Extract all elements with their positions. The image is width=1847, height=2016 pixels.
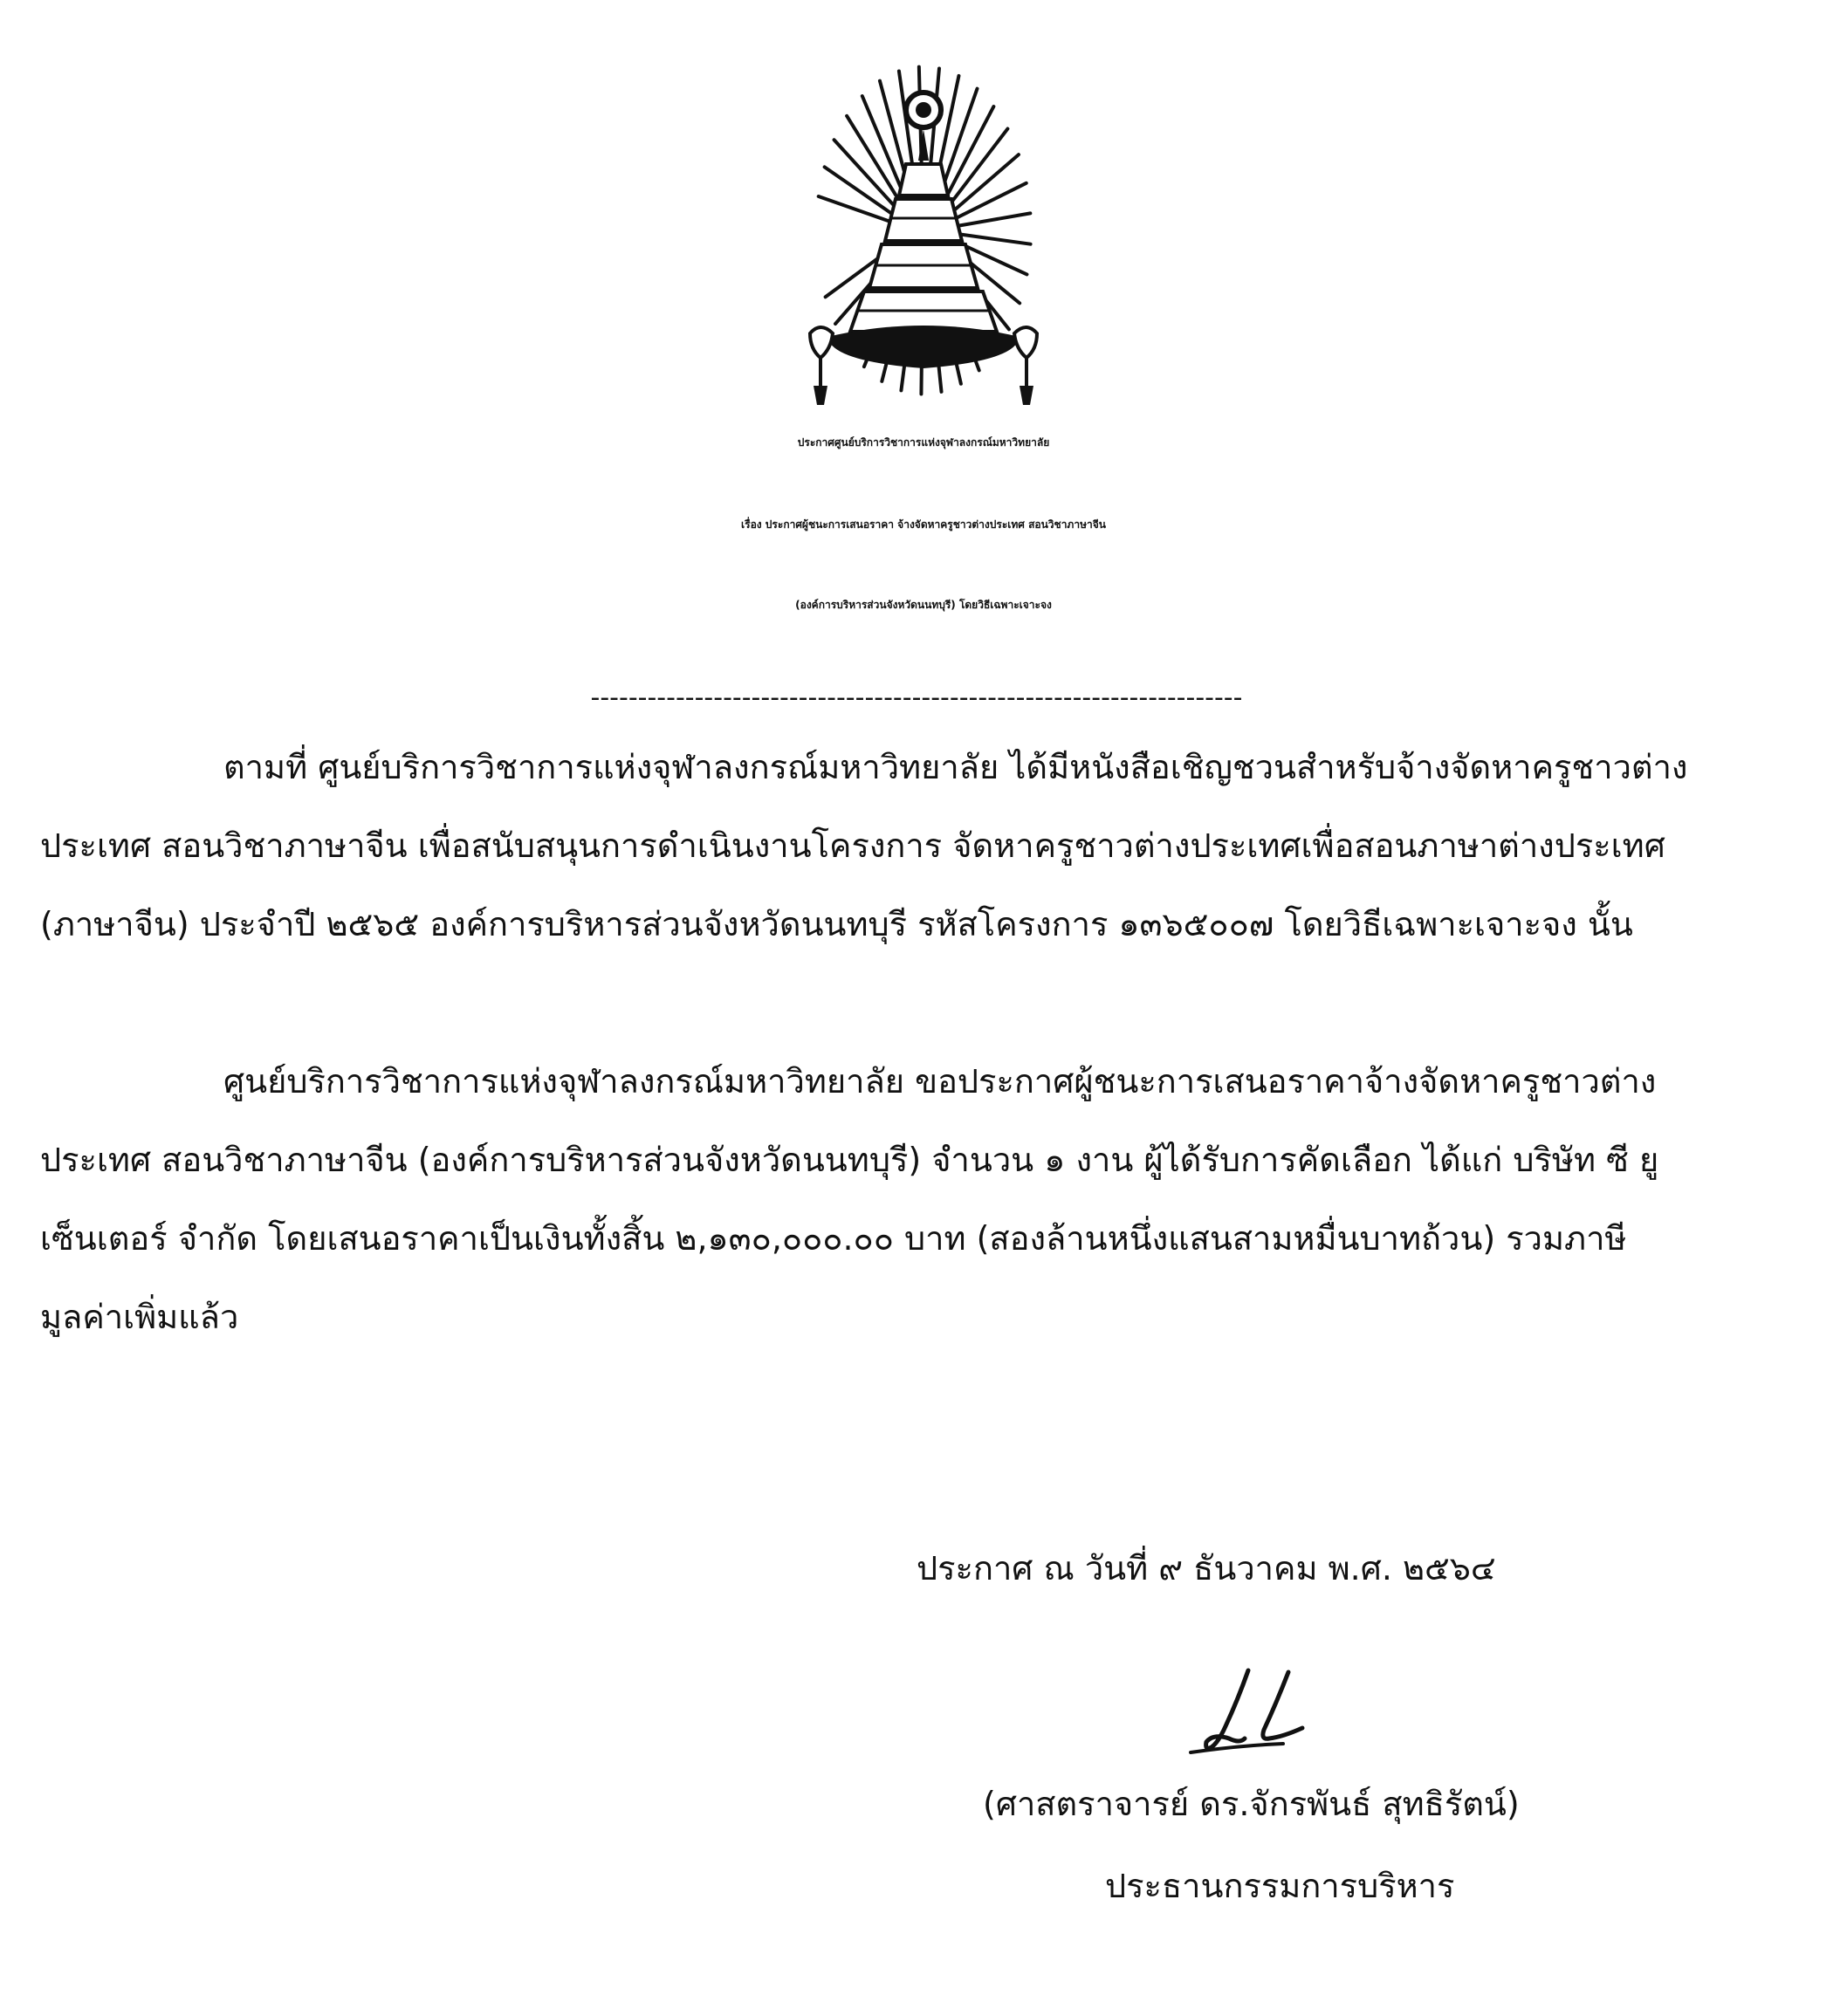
handwritten-signature-icon <box>1187 1665 1344 1761</box>
paragraph-line: ประเทศ สอนวิชาภาษาจีน เพื่อสนับสนุนการดำเนินงานโครงการ จัดหาครูชาวต่างประเทศเพื่อสอนภาษาต่างประเทศ <box>40 826 1665 865</box>
announcement-date: ประกาศ ณ วันที่ ๙ ธันวาคม พ.ศ. ๒๕๖๔ <box>917 1549 1496 1587</box>
paragraph-line: มูลค่าเพิ่มแล้ว <box>40 1298 239 1336</box>
paragraph-line: ศูนย์บริการวิชาการแห่งจุฬาลงกรณ์มหาวิทยาลัย ขอประกาศผู้ชนะการเสนอราคาจ้างจัดหาครูชาวต่าง <box>223 1062 1657 1101</box>
paragraph-line: เซ็นเตอร์ จำกัด โดยเสนอราคาเป็นเงินทั้งสิ้น ๒,๑๓๐,๐๐๐.๐๐ บาท (สองล้านหนึ่งแสนสามหมื่นบาทถ้วน) รวมภาษี <box>40 1219 1627 1258</box>
chula-phra-kiao-emblem-icon <box>801 56 1046 414</box>
paragraph-line: ประเทศ สอนวิชาภาษาจีน (องค์การบริหารส่วนจังหวัดนนทบุรี) จำนวน ๑ งาน ผู้ได้รับการคัดเลือก ได้แก่ บริษัท ซี ยู <box>40 1141 1659 1179</box>
announcement-subject: เรื่อง ประกาศผู้ชนะการเสนอราคา จ้างจัดหาครูชาวต่างประเทศ สอนวิชาภาษาจีน <box>741 518 1106 531</box>
announcement-subject-continued: (องค์การบริหารส่วนจังหวัดนนทบุรี) โดยวิธีเฉพาะเจาะจง <box>795 599 1052 611</box>
paragraph-line: (ภาษาจีน) ประจำปี ๒๕๖๕ องค์การบริหารส่วนจังหวัดนนทบุรี รหัสโครงการ ๑๓๖๕๐๐๗ โดยวิธีเฉพาะเจาะจง นั้น <box>40 905 1633 943</box>
signer-name: (ศาสตราจารย์ ดร.จักรพันธ์ สุทธิรัตน์) <box>983 1785 1520 1823</box>
announcement-title: ประกาศศูนย์บริการวิชาการแห่งจุฬาลงกรณ์มหาวิทยาลัย <box>797 436 1050 449</box>
signer-title: ประธานกรรมการบริหาร <box>1105 1867 1455 1905</box>
separator-line: --------------------------------------------------------------------- <box>590 682 1243 713</box>
paragraph-line: ตามที่ ศูนย์บริการวิชาการแห่งจุฬาลงกรณ์มหาวิทยาลัย ได้มีหนังสือเชิญชวนสำหรับจ้างจัดหาครูชาวต่าง <box>223 748 1688 786</box>
